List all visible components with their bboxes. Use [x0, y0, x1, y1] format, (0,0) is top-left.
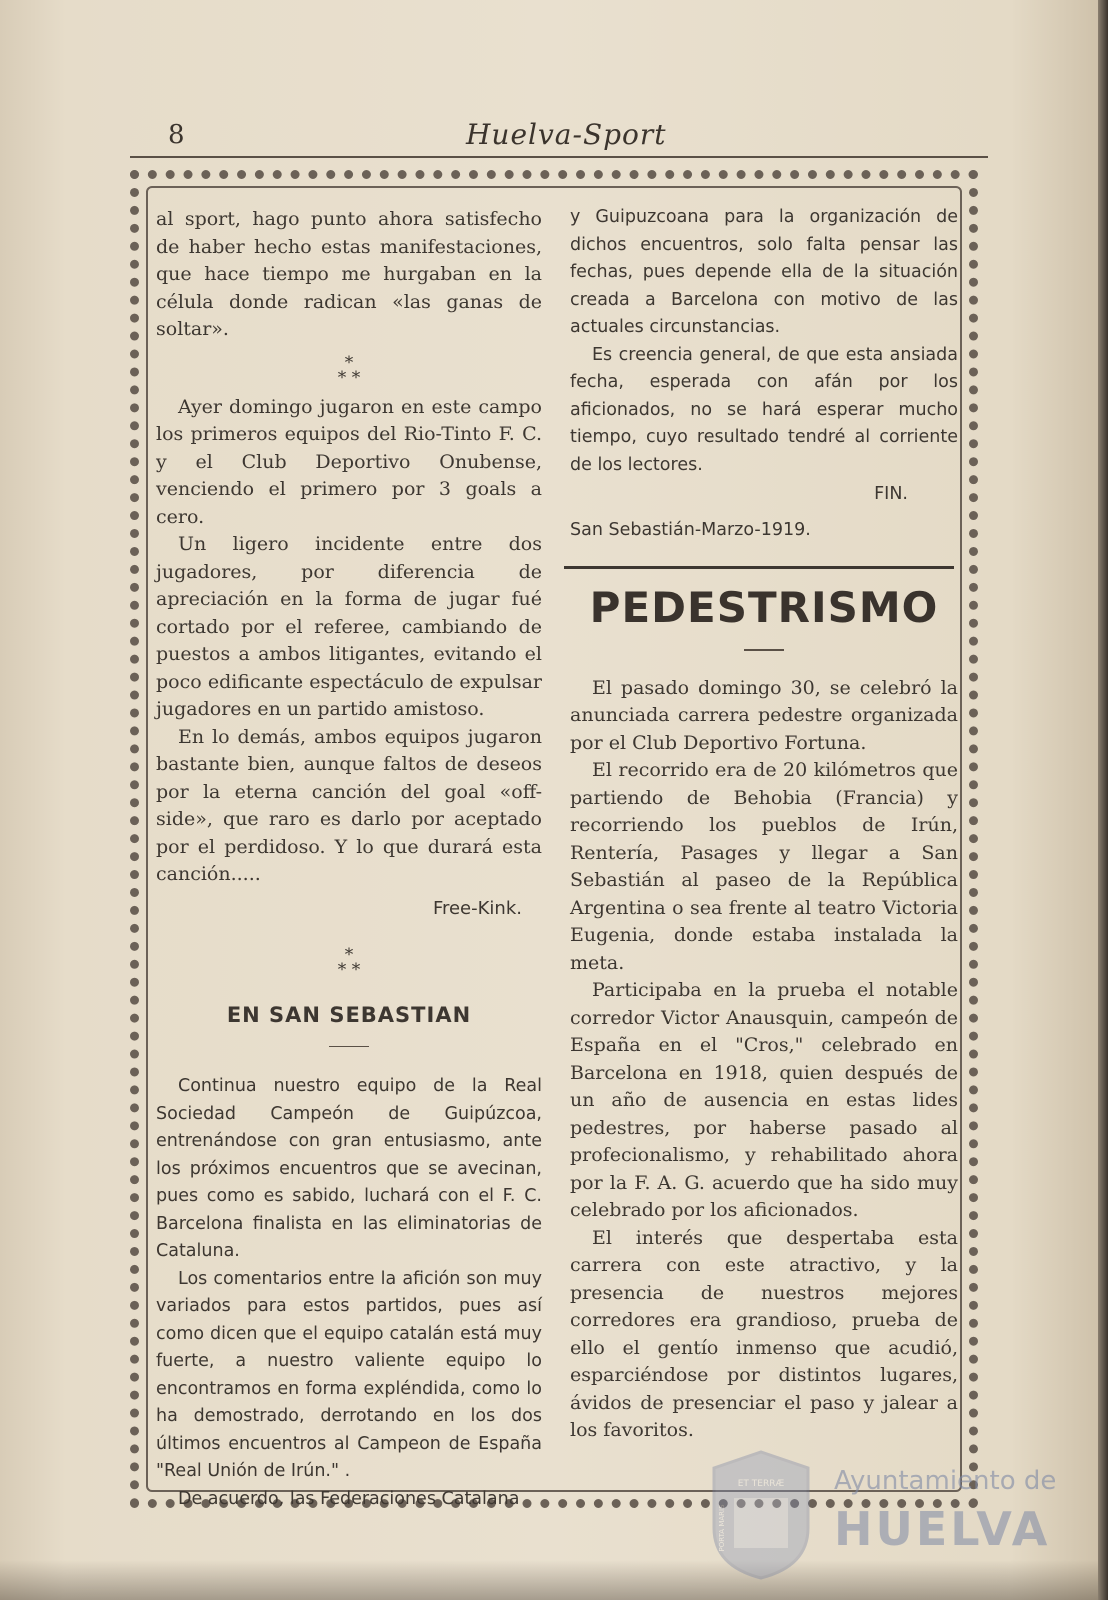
author-signature: Free-Kink.: [432, 897, 522, 919]
paragraph: En lo demás, ambos equipos jugaron bastante bien, aunque faltos de deseos por la eterna canción del goal «off-side», que raro es darlo por aceptado por el perdidoso. Y lo que durará esta canción.....: [156, 725, 542, 885]
section-divider: [564, 566, 954, 569]
section-rule: [329, 1046, 369, 1048]
paragraph: El pasado domingo 30, se celebró la anunciada carrera pedestre organizada por el Club Deportivo Fortuna.: [570, 676, 958, 754]
right-column: [570, 204, 958, 1445]
header-rule: [130, 156, 988, 158]
section-rule: [744, 649, 784, 651]
paragraph: Los comentarios entre la afición son muy variados para estos partidos, pues así como dicen que el equipo catalán está muy fuerte, a nuestro valiente equipo lo encontramos en forma expléndida, como lo ha demostrado, derrotando en los dos últimos encuentros al Campeon de España "Real Unión de Irún." .: [156, 1268, 542, 1481]
watermark-shield-top: ET TERRÆ: [737, 1479, 785, 1489]
page-edge: [1098, 0, 1108, 1600]
paragraph: El recorrido era de 20 kilómetros que partiendo de Behobia (Francia) y recorriendo los pueblos de Irún, Rentería, Pasages y llegar a San Sebastián al paseo de la República Argentina o sea frente al teatro Victoria Eugenia, donde estaba instalada la meta.: [570, 759, 958, 974]
watermark-shield-side: PORTA MARIS: [718, 1504, 726, 1552]
paragraph: De acuerdo, las Federaciones Catalana: [178, 1488, 520, 1509]
left-column: [156, 206, 542, 1513]
section-title: PEDESTRISMO: [589, 583, 939, 632]
watermark-line2: HUELVA: [834, 1502, 1051, 1556]
paragraph: al sport, hago punto ahora satisfecho de haber hecho estas manifestaciones, que hace tiempo me hurgaban en la célula donde radican «las ganas de soltar».: [156, 208, 542, 340]
paragraph: Continua nuestro equipo de la Real Sociedad Campeón de Guipúzcoa, entrenándose con gran entusiasmo, ante los próximos encuentros que se avecinan, pues como es sabido, luchará con el F. C. Barcelona finalista en las eliminatorias de Cataluna.: [156, 1076, 542, 1261]
page-number: 8: [168, 120, 185, 150]
paragraph: El interés que despertaba esta carrera con este atractivo, y la presencia de nuestros mejores corredores era grandioso, prueba de ello el gentío inmenso que acudió, esparciéndose por distintos lugares, ávidos de presenciar el paso y jalear a los favoritos.: [570, 1226, 958, 1441]
fin-mark: FIN.: [874, 484, 908, 504]
paragraph: Es creencia general, de que esta ansiada fecha, esperada con afán por los aficionados, no se hará esperar mucho tiempo, cuyo resultado tendré al corriente de los lectores.: [570, 344, 958, 475]
magazine-title: Huelva-Sport: [466, 118, 667, 151]
dateline: San Sebastián-Marzo-1919.: [570, 519, 811, 540]
page-shadow: [0, 1560, 1098, 1600]
watermark-shield-icon: [704, 1448, 818, 1582]
paragraph: y Guipuzcoana para la organización de dichos encuentros, solo falta pensar las fechas, pues depende ella de la situación creada a Barcelona con motivo de las actuales circunstancias.: [570, 207, 958, 337]
paragraph: Participaba en la prueba el notable corredor Victor Anausquin, campeón de España en el "Cros," celebrado en Barcelona en 1918, quien después de un año de ausencia en estas lides pedestres, por haberse pasado al profecionalismo, y rehabilitado ahora por la F. A. G. acuerdo que ha sido muy celebrado por los aficionados.: [570, 979, 958, 1221]
dinkus: * * *: [337, 945, 361, 980]
watermark-line1: Ayuntamiento de: [834, 1466, 1057, 1496]
paragraph: Un ligero incidente entre dos jugadores, por diferencia de apreciación en la forma de jugar fué cortado por el referee, cambiando de puestos a ambos litigantes, evitando el poco edificante espectáculo de expulsar jugadores en un partido amistoso.: [156, 533, 542, 720]
paragraph: Ayer domingo jugaron en este campo los primeros equipos del Rio-Tinto F. C. y el Club Deportivo Onubense, venciendo el primero por 3 goals a cero.: [156, 395, 542, 528]
dinkus: * * *: [337, 352, 361, 388]
section-title: EN SAN SEBASTIAN: [226, 1003, 472, 1027]
